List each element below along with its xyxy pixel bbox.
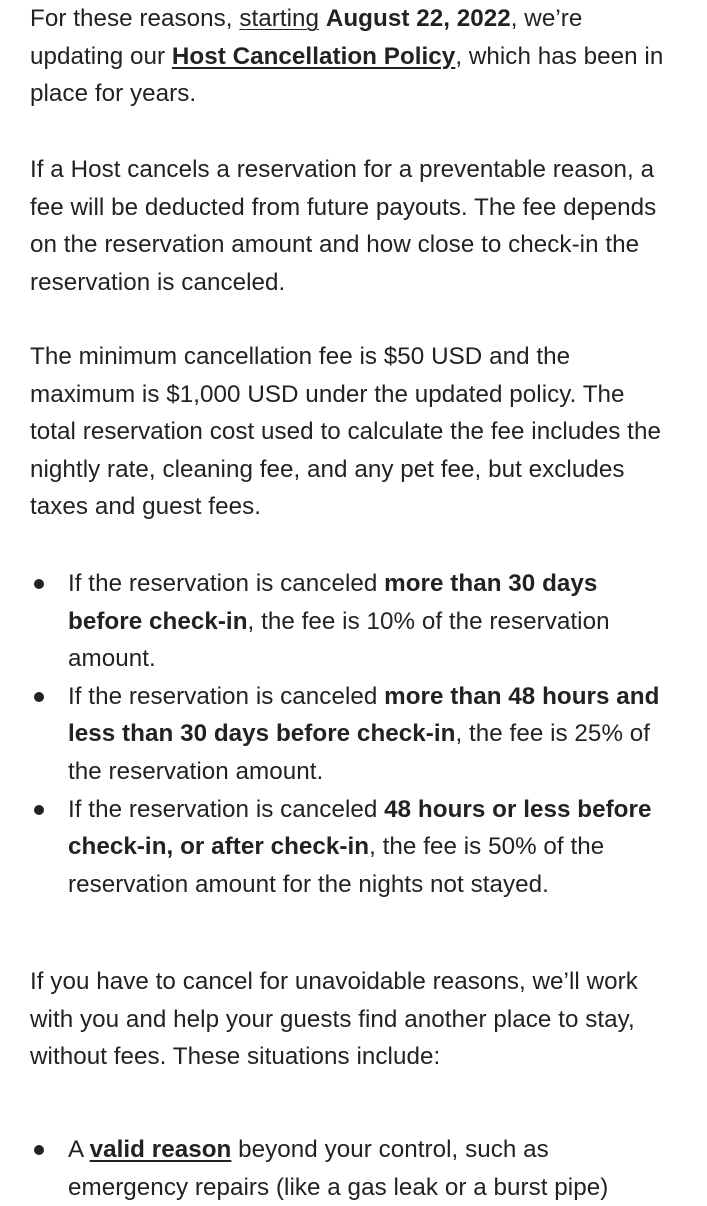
effective-date: August 22, 2022 bbox=[325, 5, 511, 32]
host-cancellation-policy-link[interactable]: Host Cancellation Policy bbox=[171, 42, 456, 70]
fee-limits-paragraph: The minimum cancellation fee is $50 USD and the maximum is $1,000 USD under the updated policy. The total reservation cost used to calculate the fee includes the nightly rate, cleaning fee, and any pet fee, but excludes taxes and guest fees. bbox=[30, 343, 661, 521]
situation-item bbox=[30, 1131, 670, 1206]
bullet-icon bbox=[34, 692, 44, 702]
text-segment: If the reservation is canceled bbox=[68, 570, 385, 597]
fee-tier-list bbox=[30, 565, 670, 903]
fee-tier-item bbox=[30, 678, 670, 791]
text-segment: , we’re updating our bbox=[30, 5, 583, 70]
valid-reason-link[interactable]: valid reason bbox=[89, 1136, 232, 1163]
bullet-icon bbox=[34, 1145, 44, 1155]
text-segment: starting bbox=[239, 5, 320, 32]
text-segment: , which has been in place for years. bbox=[30, 42, 664, 108]
text-segment: , the fee is 10% of the reservation amount. bbox=[68, 607, 610, 673]
text-segment: A bbox=[68, 1136, 90, 1163]
policy-update-paragraph bbox=[30, 0, 670, 113]
bullet-icon bbox=[34, 805, 44, 815]
text-segment: beyond your control, such as emergency repairs (like a gas leak or a burst pipe) bbox=[68, 1136, 609, 1201]
fee-tier-condition: 48 hours or less before check-in, or after check-in bbox=[68, 795, 652, 861]
text-segment: , the fee is 25% of the reservation amount. bbox=[68, 720, 651, 785]
fee-tier-item bbox=[30, 565, 670, 678]
bullet-icon bbox=[34, 579, 44, 589]
preventable-cancellation-paragraph: If a Host cancels a reservation for a preventable reason, a fee will be deducted from future payouts. The fee depends on the reservation amount and how close to check-in the reservation is canceled. bbox=[30, 156, 657, 296]
text-segment: If the reservation is canceled bbox=[68, 682, 385, 710]
text-segment bbox=[319, 5, 326, 32]
text-segment: If the reservation is canceled bbox=[68, 795, 385, 823]
situations-list bbox=[30, 1131, 670, 1206]
fee-tier-condition: more than 48 hours and less than 30 days before check-in bbox=[68, 682, 660, 748]
fee-tier-item bbox=[30, 791, 670, 904]
text-segment: , the fee is 50% of the reservation amount for the nights not stayed. bbox=[68, 833, 605, 898]
text-segment: For these reasons, bbox=[30, 5, 240, 32]
fee-tier-condition: more than 30 days before check-in bbox=[68, 570, 598, 635]
unavoidable-reasons-paragraph: If you have to cancel for unavoidable reasons, we’ll work with you and help your guests find another place to stay, without fees. These situations include: bbox=[30, 968, 638, 1071]
